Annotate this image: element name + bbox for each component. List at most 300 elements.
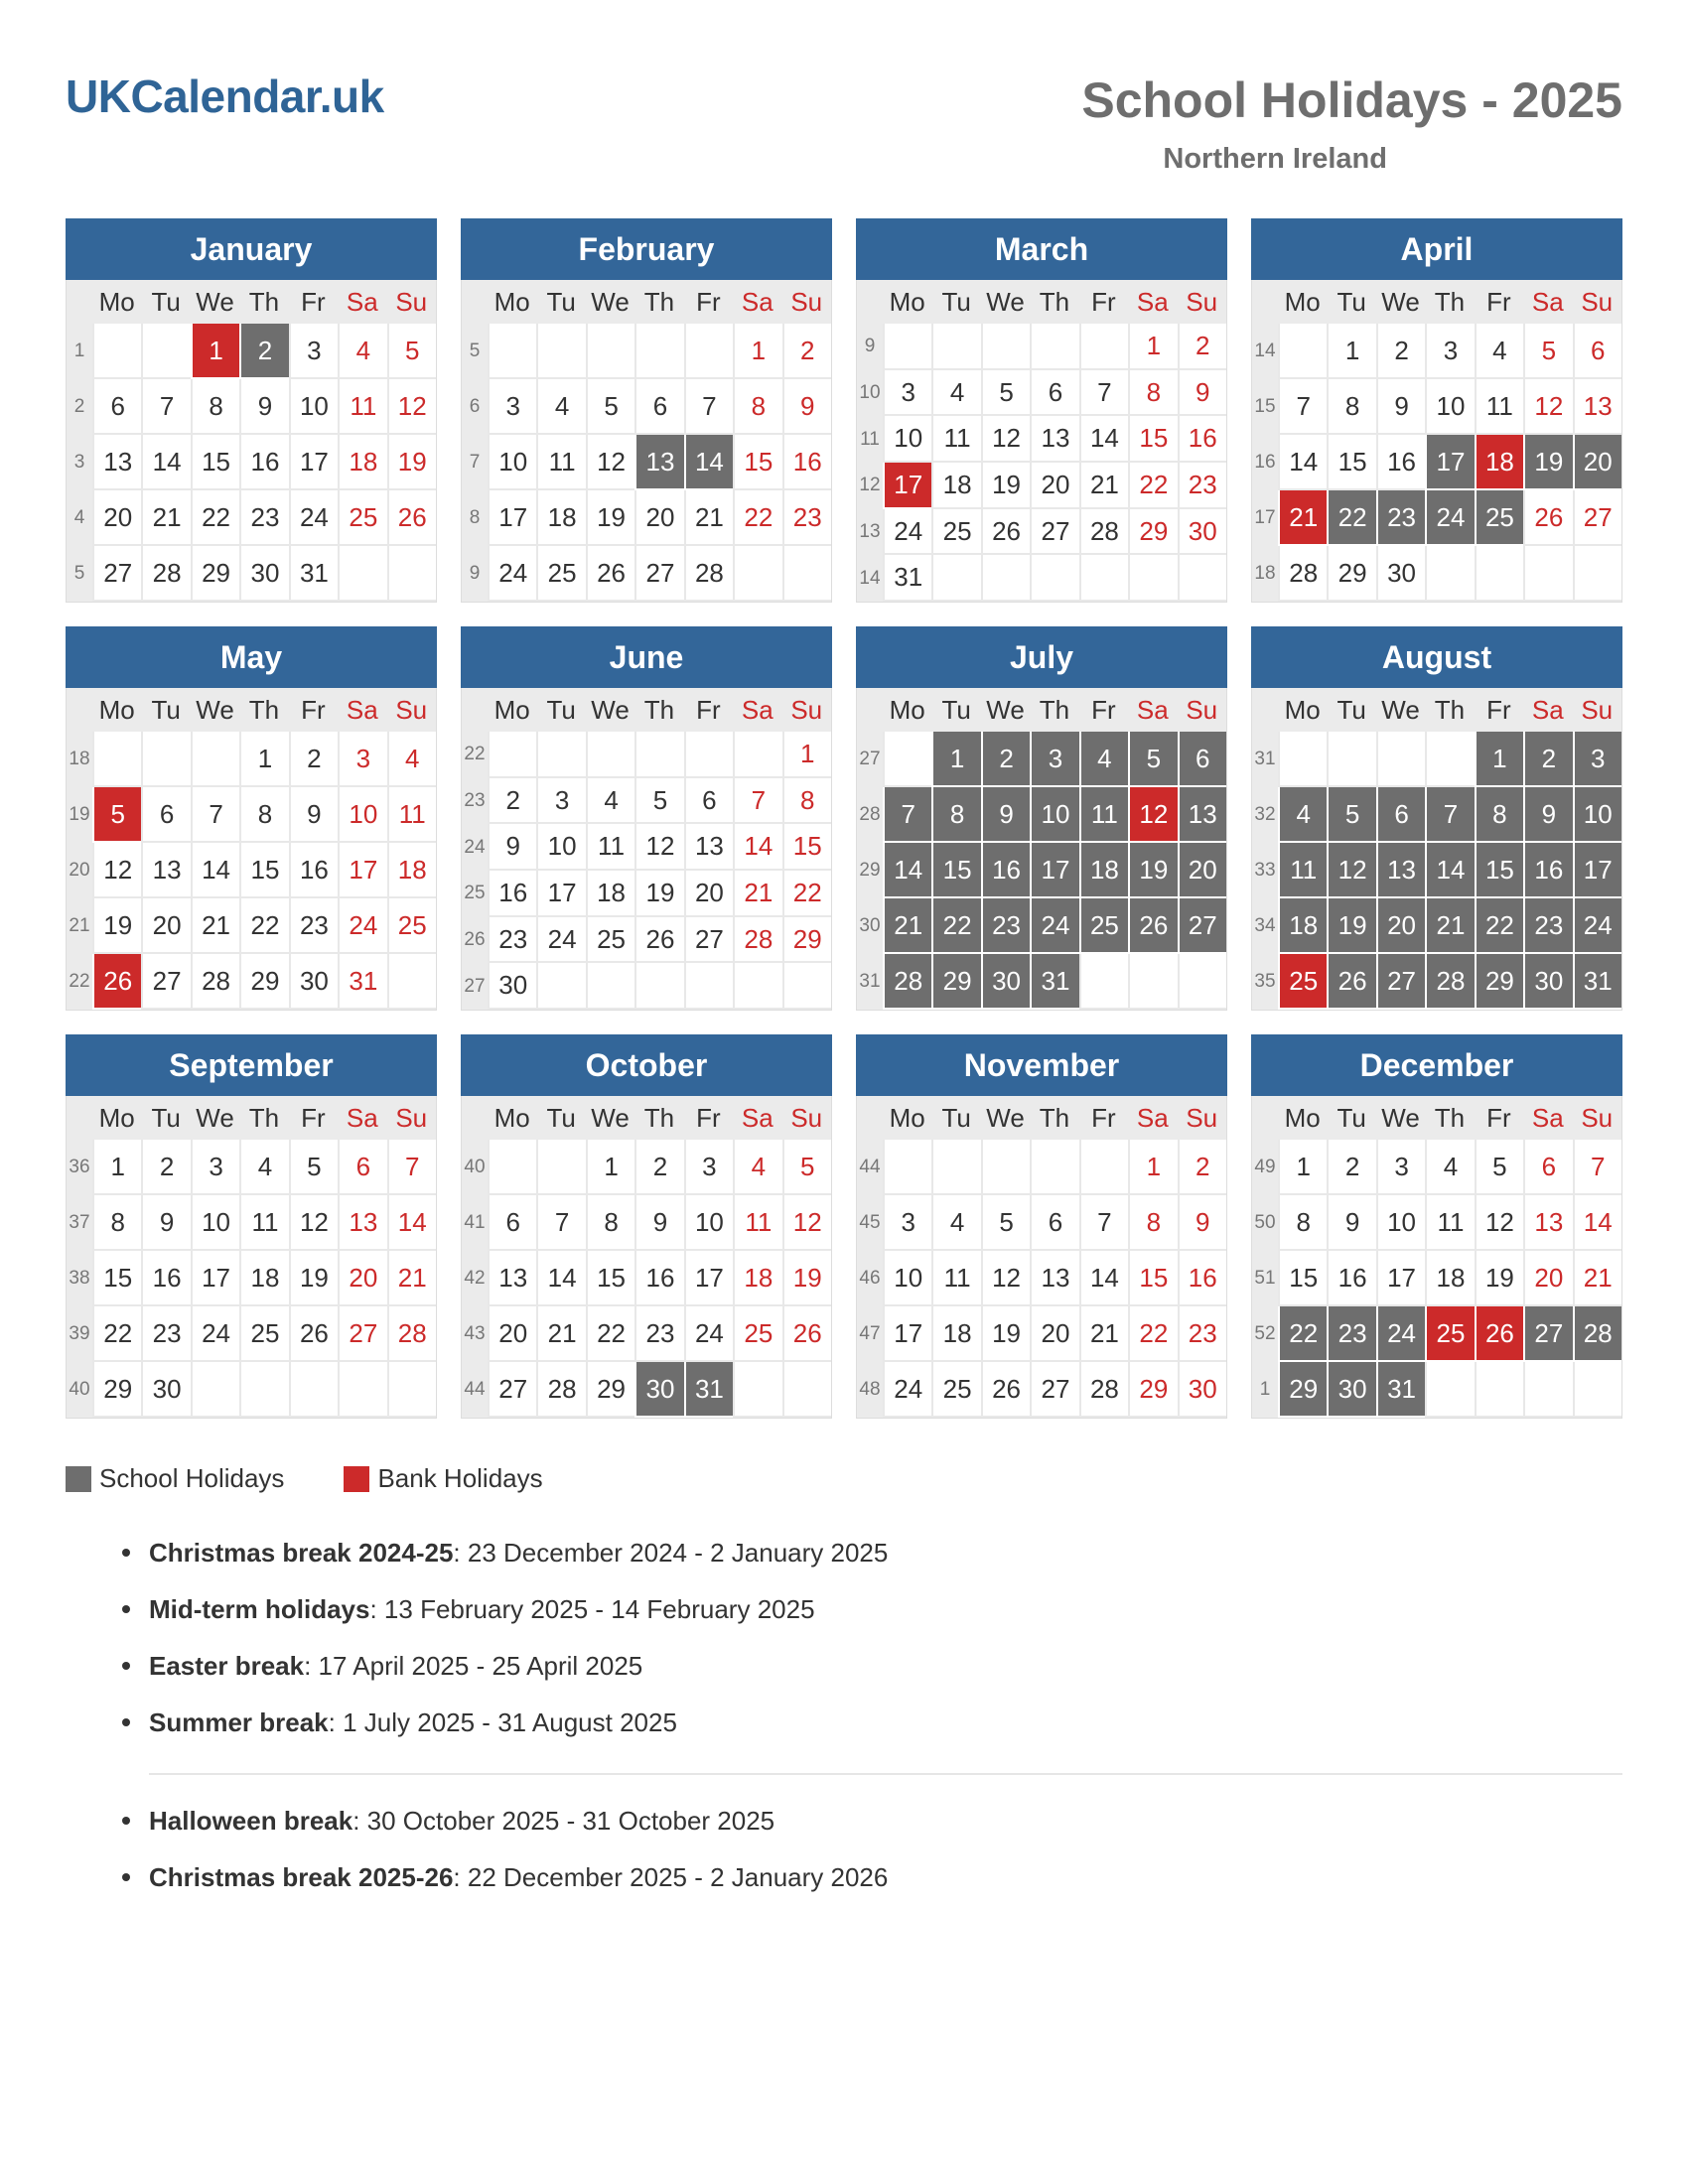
- day-cell: 16: [1327, 1251, 1375, 1306]
- day-cell: 1: [1327, 324, 1375, 379]
- month-february: [461, 218, 832, 603]
- break-name: Christmas break 2025-26: [149, 1862, 454, 1892]
- break-dates: : 23 December 2024 - 2 January 2025: [453, 1538, 889, 1568]
- divider: [149, 1773, 1622, 1775]
- day-cell: 20: [488, 1306, 536, 1362]
- day-cell: 13: [338, 1195, 386, 1251]
- empty-day-cell: [536, 324, 585, 379]
- day-cell: 24: [1425, 490, 1474, 546]
- day-cell: 10: [1573, 787, 1621, 843]
- empty-day-cell: [92, 324, 141, 379]
- weekday-header-row: [1252, 1096, 1621, 1140]
- day-cell: 16: [782, 435, 831, 490]
- week-number-header: [857, 280, 883, 324]
- day-cell: 13: [1573, 379, 1621, 435]
- month-header-april: April: [1251, 218, 1622, 280]
- weekday-label: Sa: [741, 286, 774, 317]
- month-june: [461, 626, 832, 1011]
- weekday-label: We: [196, 694, 234, 725]
- day-cell: 19: [289, 1251, 338, 1306]
- day-cell: 21: [1079, 463, 1128, 509]
- weekday-label: Sa: [741, 694, 774, 725]
- day-cell: 18: [1475, 435, 1523, 490]
- day-cell: 14: [387, 1195, 436, 1251]
- month-march: [856, 218, 1227, 603]
- day-cell: 12: [981, 416, 1030, 463]
- day-cell: 12: [1475, 1195, 1523, 1251]
- day-cell: 28: [1079, 509, 1128, 556]
- weekday-label: We: [986, 286, 1025, 317]
- day-cell: 7: [684, 379, 733, 435]
- empty-day-cell: [1030, 555, 1078, 602]
- month-october: [461, 1034, 832, 1419]
- day-cell: 18: [1079, 843, 1128, 898]
- day-cell: 25: [1425, 1306, 1474, 1362]
- week-number: 37: [67, 1195, 92, 1251]
- week-row: [857, 1306, 1226, 1362]
- day-cell: 28: [1573, 1306, 1621, 1362]
- weekday-label: We: [196, 286, 234, 317]
- week-row: [857, 509, 1226, 556]
- day-cell: 5: [981, 1195, 1030, 1251]
- day-cell: 15: [239, 843, 288, 898]
- day-cell: 10: [191, 1195, 239, 1251]
- day-cell: 3: [191, 1140, 239, 1195]
- day-cell: 29: [782, 917, 831, 964]
- weekday-label: Th: [248, 1102, 280, 1133]
- day-cell: 19: [1128, 843, 1177, 898]
- weekday-label: Sa: [346, 286, 378, 317]
- legend-bank: [344, 1463, 542, 1494]
- day-cell: 22: [1475, 898, 1523, 954]
- day-cell: 19: [1475, 1251, 1523, 1306]
- week-number-header: [462, 1096, 488, 1140]
- day-cell: 15: [931, 843, 980, 898]
- legend-school: [66, 1463, 284, 1494]
- weekday-label: Tu: [1336, 694, 1366, 725]
- day-cell: 10: [1425, 379, 1474, 435]
- weekday-label: We: [986, 1102, 1025, 1133]
- day-cell: 28: [1079, 1362, 1128, 1418]
- day-cell: 4: [586, 778, 634, 825]
- empty-day-cell: [883, 324, 931, 370]
- week-row: [1252, 787, 1621, 843]
- week-number: 39: [67, 1306, 92, 1362]
- day-cell: 3: [488, 379, 536, 435]
- weeks: [462, 324, 831, 602]
- empty-day-cell: [338, 546, 386, 602]
- week-row: [462, 871, 831, 917]
- empty-day-cell: [931, 1140, 980, 1195]
- day-cell: 27: [488, 1362, 536, 1418]
- day-cell: 21: [536, 1306, 585, 1362]
- day-cell: 30: [289, 954, 338, 1010]
- weekday-label: Tu: [941, 1102, 971, 1133]
- weekday-header-row: [1252, 280, 1621, 324]
- day-cell: 24: [883, 1362, 931, 1418]
- day-cell: 21: [733, 871, 781, 917]
- empty-day-cell: [586, 324, 634, 379]
- day-cell: 14: [536, 1251, 585, 1306]
- week-row: [67, 732, 436, 787]
- day-cell: 16: [634, 1251, 683, 1306]
- day-cell: 29: [1278, 1362, 1327, 1418]
- day-cell: 30: [141, 1362, 190, 1418]
- day-cell: 19: [634, 871, 683, 917]
- day-cell: 8: [586, 1195, 634, 1251]
- day-cell: 16: [981, 843, 1030, 898]
- day-cell: 19: [782, 1251, 831, 1306]
- day-cell: 2: [1178, 324, 1226, 370]
- day-cell: 13: [1030, 416, 1078, 463]
- week-number-header: [462, 280, 488, 324]
- break-name: Mid-term holidays: [149, 1594, 370, 1624]
- week-number: 9: [462, 546, 488, 602]
- week-number: 29: [857, 843, 883, 898]
- weekday-label: Th: [1434, 694, 1466, 725]
- week-row: [857, 732, 1226, 787]
- week-number: 1: [67, 324, 92, 379]
- week-row: [857, 1195, 1226, 1251]
- day-cell: 20: [338, 1251, 386, 1306]
- weekday-label: Fr: [696, 694, 721, 725]
- day-cell: 19: [1523, 435, 1572, 490]
- day-cell: 21: [1573, 1251, 1621, 1306]
- weekday-label: Sa: [1531, 286, 1564, 317]
- weekday-header-row: [67, 688, 436, 732]
- week-number: 35: [1252, 954, 1278, 1010]
- weekday-label: Su: [1186, 1102, 1218, 1133]
- week-row: [1252, 1362, 1621, 1418]
- weekday-label: Th: [1039, 286, 1070, 317]
- week-row: [857, 787, 1226, 843]
- weeks: [1252, 324, 1621, 602]
- day-cell: 18: [239, 1251, 288, 1306]
- week-row: [462, 379, 831, 435]
- day-cell: 1: [733, 324, 781, 379]
- day-cell: 8: [191, 379, 239, 435]
- break-list-2024-25: [149, 1537, 1622, 1763]
- weekday-label: Fr: [696, 1102, 721, 1133]
- day-cell: 26: [634, 917, 683, 964]
- week-number: 14: [857, 555, 883, 602]
- week-number-header: [67, 280, 92, 324]
- week-row: [462, 1306, 831, 1362]
- month-may: [66, 626, 437, 1011]
- day-cell: 7: [733, 778, 781, 825]
- day-cell: 24: [1573, 898, 1621, 954]
- day-cell: 26: [782, 1306, 831, 1362]
- day-cell: 28: [191, 954, 239, 1010]
- day-cell: 22: [1128, 1306, 1177, 1362]
- empty-day-cell: [586, 963, 634, 1010]
- month-header-october: October: [461, 1034, 832, 1096]
- weekday-label: Su: [1581, 1102, 1614, 1133]
- month-header-september: September: [66, 1034, 437, 1096]
- day-cell: 4: [1278, 787, 1327, 843]
- day-cell: 12: [634, 824, 683, 871]
- day-cell: 26: [981, 509, 1030, 556]
- day-cell: 27: [1376, 954, 1425, 1010]
- day-cell: 9: [1178, 1195, 1226, 1251]
- day-cell: 17: [1425, 435, 1474, 490]
- day-cell: 26: [586, 546, 634, 602]
- weekday-label: Mo: [98, 1102, 135, 1133]
- day-cell: 6: [338, 1140, 386, 1195]
- day-cell: 4: [1425, 1140, 1474, 1195]
- day-cell: 6: [92, 379, 141, 435]
- week-number: 17: [1252, 490, 1278, 546]
- day-cell: 7: [191, 787, 239, 843]
- legend-school-label: School Holidays: [99, 1463, 285, 1493]
- break-dates: : 30 October 2025 - 31 October 2025: [352, 1806, 775, 1836]
- weekday-header-row: [857, 280, 1226, 324]
- day-cell: 23: [782, 490, 831, 546]
- month-body: [1251, 688, 1622, 1011]
- weekday-header-row: [857, 1096, 1226, 1140]
- day-cell: 15: [191, 435, 239, 490]
- day-cell: 11: [536, 435, 585, 490]
- day-cell: 6: [1030, 1195, 1078, 1251]
- break-list-2025-26: [149, 1805, 1622, 1918]
- month-body: [461, 688, 832, 1011]
- weekday-label: Fr: [301, 694, 326, 725]
- day-cell: 1: [1475, 732, 1523, 787]
- week-row: [67, 324, 436, 379]
- week-number: 28: [857, 787, 883, 843]
- empty-day-cell: [684, 324, 733, 379]
- day-cell: 30: [1178, 1362, 1226, 1418]
- weekday-label: Th: [1039, 1102, 1070, 1133]
- week-number: 22: [462, 732, 488, 778]
- week-number: 36: [67, 1140, 92, 1195]
- day-cell: 31: [1376, 1362, 1425, 1418]
- empty-day-cell: [634, 732, 683, 778]
- empty-day-cell: [488, 732, 536, 778]
- day-cell: 6: [141, 787, 190, 843]
- day-cell: 4: [239, 1140, 288, 1195]
- empty-day-cell: [338, 1362, 386, 1418]
- week-number: 5: [462, 324, 488, 379]
- empty-day-cell: [141, 732, 190, 787]
- day-cell: 4: [338, 324, 386, 379]
- month-body: [461, 280, 832, 603]
- week-row: [1252, 324, 1621, 379]
- day-cell: 25: [338, 490, 386, 546]
- week-row: [462, 490, 831, 546]
- day-cell: 19: [387, 435, 436, 490]
- week-number: 16: [1252, 435, 1278, 490]
- weekday-label: Su: [395, 694, 428, 725]
- break-item: [149, 1650, 1622, 1706]
- month-body: [66, 280, 437, 603]
- day-cell: 10: [488, 435, 536, 490]
- weekday-label: Fr: [301, 286, 326, 317]
- day-cell: 14: [883, 843, 931, 898]
- empty-day-cell: [684, 963, 733, 1010]
- weekday-label: Mo: [1284, 694, 1321, 725]
- day-cell: 23: [488, 917, 536, 964]
- day-cell: 17: [191, 1251, 239, 1306]
- week-row: [1252, 843, 1621, 898]
- day-cell: 30: [1178, 509, 1226, 556]
- empty-day-cell: [536, 732, 585, 778]
- day-cell: 6: [684, 778, 733, 825]
- day-cell: 20: [1030, 463, 1078, 509]
- week-row: [1252, 898, 1621, 954]
- day-cell: 3: [883, 1195, 931, 1251]
- empty-day-cell: [782, 1362, 831, 1418]
- day-cell: 9: [981, 787, 1030, 843]
- weeks: [857, 324, 1226, 602]
- week-row: [857, 898, 1226, 954]
- day-cell: 4: [1475, 324, 1523, 379]
- day-cell: 6: [634, 379, 683, 435]
- day-cell: 13: [634, 435, 683, 490]
- day-cell: 11: [387, 787, 436, 843]
- month-november: [856, 1034, 1227, 1419]
- week-number: 23: [462, 778, 488, 825]
- day-cell: 17: [1376, 1251, 1425, 1306]
- day-cell: 26: [1523, 490, 1572, 546]
- day-cell: 2: [981, 732, 1030, 787]
- week-row: [857, 416, 1226, 463]
- day-cell: 14: [1278, 435, 1327, 490]
- empty-day-cell: [1128, 555, 1177, 602]
- weeks: [462, 1140, 831, 1418]
- break-item: [149, 1537, 1622, 1593]
- day-cell: 28: [684, 546, 733, 602]
- page-title: School Holidays - 2025: [1081, 72, 1622, 128]
- day-cell: 26: [981, 1362, 1030, 1418]
- day-cell: 8: [239, 787, 288, 843]
- month-body: [66, 1096, 437, 1419]
- week-number: 3: [67, 435, 92, 490]
- break-name: Christmas break 2024-25: [149, 1538, 454, 1568]
- day-cell: 1: [239, 732, 288, 787]
- weeks: [67, 732, 436, 1010]
- day-cell: 23: [981, 898, 1030, 954]
- empty-day-cell: [1475, 1362, 1523, 1418]
- empty-day-cell: [981, 1140, 1030, 1195]
- weeks: [67, 1140, 436, 1418]
- day-cell: 28: [733, 917, 781, 964]
- day-cell: 20: [1030, 1306, 1078, 1362]
- site-logo[interactable]: UKCalendar.uk: [66, 70, 384, 122]
- day-cell: 18: [931, 463, 980, 509]
- weekday-label: Sa: [346, 694, 378, 725]
- empty-day-cell: [931, 555, 980, 602]
- week-number: 48: [857, 1362, 883, 1418]
- day-cell: 22: [733, 490, 781, 546]
- day-cell: 24: [883, 509, 931, 556]
- day-cell: 16: [1523, 843, 1572, 898]
- weekday-label: Mo: [889, 286, 925, 317]
- weekday-label: Sa: [1136, 1102, 1169, 1133]
- weekday-label: Tu: [546, 694, 576, 725]
- day-cell: 25: [239, 1306, 288, 1362]
- empty-day-cell: [141, 324, 190, 379]
- week-number: 42: [462, 1251, 488, 1306]
- day-cell: 14: [684, 435, 733, 490]
- weekday-label: Tu: [941, 694, 971, 725]
- legend: [66, 1463, 603, 1494]
- day-cell: 27: [338, 1306, 386, 1362]
- week-row: [67, 546, 436, 602]
- week-number: 26: [462, 917, 488, 964]
- week-row: [67, 1306, 436, 1362]
- day-cell: 20: [1573, 435, 1621, 490]
- day-cell: 28: [883, 954, 931, 1010]
- day-cell: 12: [981, 1251, 1030, 1306]
- day-cell: 5: [1475, 1140, 1523, 1195]
- day-cell: 5: [634, 778, 683, 825]
- day-cell: 27: [634, 546, 683, 602]
- day-cell: 15: [1278, 1251, 1327, 1306]
- day-cell: 3: [1573, 732, 1621, 787]
- day-cell: 5: [586, 379, 634, 435]
- week-number: 33: [1252, 843, 1278, 898]
- empty-day-cell: [733, 732, 781, 778]
- weeks: [857, 732, 1226, 1010]
- empty-day-cell: [1523, 546, 1572, 602]
- day-cell: 9: [141, 1195, 190, 1251]
- day-cell: 17: [1573, 843, 1621, 898]
- empty-day-cell: [1128, 954, 1177, 1010]
- day-cell: 2: [141, 1140, 190, 1195]
- week-number: 22: [67, 954, 92, 1010]
- day-cell: 30: [1376, 546, 1425, 602]
- weekday-label: We: [196, 1102, 234, 1133]
- day-cell: 9: [634, 1195, 683, 1251]
- day-cell: 1: [1128, 324, 1177, 370]
- day-cell: 8: [1475, 787, 1523, 843]
- weekday-label: Tu: [151, 694, 181, 725]
- day-cell: 20: [1178, 843, 1226, 898]
- day-cell: 22: [92, 1306, 141, 1362]
- weekday-label: Mo: [98, 286, 135, 317]
- weekday-label: Tu: [151, 286, 181, 317]
- week-number: 1: [1252, 1362, 1278, 1418]
- empty-day-cell: [1178, 555, 1226, 602]
- day-cell: 14: [141, 435, 190, 490]
- week-number-header: [857, 1096, 883, 1140]
- day-cell: 10: [684, 1195, 733, 1251]
- day-cell: 22: [782, 871, 831, 917]
- day-cell: 10: [289, 379, 338, 435]
- week-number-header: [857, 688, 883, 732]
- weekday-label: Tu: [546, 1102, 576, 1133]
- day-cell: 29: [1327, 546, 1375, 602]
- day-cell: 20: [141, 898, 190, 954]
- weeks: [857, 1140, 1226, 1418]
- empty-day-cell: [1425, 546, 1474, 602]
- day-cell: 25: [1278, 954, 1327, 1010]
- weekday-label: Fr: [1091, 694, 1116, 725]
- day-cell: 30: [239, 546, 288, 602]
- day-cell: 13: [1376, 843, 1425, 898]
- day-cell: 17: [488, 490, 536, 546]
- day-cell: 11: [931, 416, 980, 463]
- week-number: 52: [1252, 1306, 1278, 1362]
- month-header-january: January: [66, 218, 437, 280]
- week-number: 46: [857, 1251, 883, 1306]
- month-december: [1251, 1034, 1622, 1419]
- week-row: [462, 778, 831, 825]
- day-cell: 26: [1128, 898, 1177, 954]
- day-cell: 13: [141, 843, 190, 898]
- month-header-december: December: [1251, 1034, 1622, 1096]
